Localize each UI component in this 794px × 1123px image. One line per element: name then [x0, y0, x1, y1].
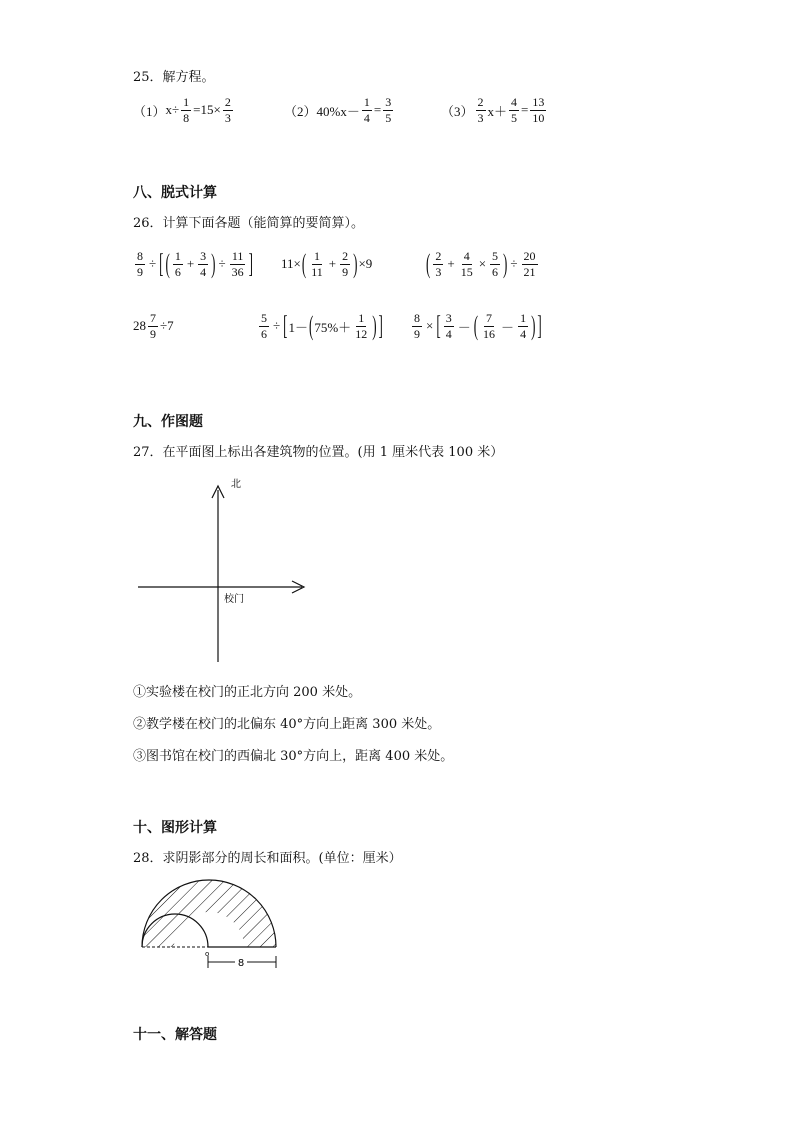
fraction: $\frac{1}{12}$	[355, 311, 368, 341]
paren: )	[531, 309, 536, 341]
eq-term: 1－	[288, 319, 308, 335]
q26-expression-3	[425, 247, 540, 279]
q27-item-3: ③图书馆在校门的西偏北 30°方向上，距离 400 米处。	[133, 749, 454, 764]
fraction: $\frac{1}{4}$	[520, 311, 527, 341]
eq-term: ÷7	[160, 318, 174, 334]
q26-title: 26．计算下面各题（能简算的要简算）。	[133, 216, 365, 231]
eq-label: （3）	[441, 103, 474, 119]
dimension-label: 8	[237, 958, 245, 969]
q26-expression-6	[410, 309, 543, 341]
q25-title: 25．解方程。	[133, 70, 215, 85]
fraction: $\frac{5}{6}$	[261, 311, 267, 341]
q26-expression-4	[133, 312, 174, 340]
fraction: $\frac{7}{9}$	[150, 311, 156, 341]
times-sign: ×	[478, 256, 487, 272]
eq-term: x＋	[487, 103, 508, 119]
eq-term: =	[373, 102, 382, 118]
fraction: $\frac{3}{4}$	[445, 311, 452, 341]
eq-term: 75%＋	[314, 319, 352, 335]
fraction: $\frac{4}{15}$	[460, 249, 473, 279]
origin-label: 校门	[224, 594, 244, 605]
fraction: $\frac{4}{5}$	[511, 95, 518, 125]
divide-sign: ÷	[273, 318, 281, 334]
north-label: 北	[231, 479, 241, 490]
fraction: $\frac{2}{3}$	[224, 95, 231, 125]
section-11-title: 十一、解答题	[133, 1027, 217, 1043]
q27-title: 27．在平面图上标出各建筑物的位置。(用 1 厘米代表 100 米）	[133, 445, 504, 460]
q26-expression-2	[281, 247, 373, 279]
fraction: $\frac{20}{21}$	[523, 249, 536, 279]
q25-equation-3	[441, 96, 548, 124]
q28-title: 28．求阴影部分的周长和面积。(单位：厘米）	[133, 851, 402, 866]
q26-expression-5	[257, 309, 384, 341]
fraction: $\frac{11}{36}$	[231, 249, 244, 279]
eq-term: 40%x－	[316, 103, 360, 119]
fraction: $\frac{7}{16}$	[483, 311, 496, 341]
eq-label: （1）	[133, 103, 166, 119]
section-9-title: 九、作图题	[133, 414, 203, 430]
eq-term: 11×	[281, 256, 301, 272]
paren: (	[426, 247, 431, 279]
section-8-title: 八、脱式计算	[133, 185, 217, 201]
section-10-title: 十、图形计算	[133, 820, 217, 836]
fraction: $\frac{1}{6}$	[174, 249, 181, 279]
fraction: $\frac{3}{5}$	[385, 95, 392, 125]
eq-term: x÷	[165, 102, 180, 118]
bracket: ]	[378, 309, 383, 341]
q27-item-1: ①实验楼在校门的正北方向 200 米处。	[133, 685, 362, 700]
center-mark: o	[205, 950, 210, 958]
times-sign: ×	[426, 318, 434, 334]
fraction: $\frac{8}{9}$	[414, 311, 420, 341]
coordinate-plane-diagram	[130, 470, 320, 670]
fraction: $\frac{1}{8}$	[183, 95, 190, 125]
shaded-region	[135, 868, 285, 958]
fraction: $\frac{8}{9}$	[137, 249, 143, 279]
eq-term: =	[521, 102, 529, 118]
whole-number: 28	[133, 318, 146, 334]
paren: )	[211, 247, 216, 279]
q25-equation-2	[284, 96, 395, 124]
q26-expression-1	[133, 247, 254, 279]
eq-label: （2）	[284, 103, 317, 119]
eq-term: =15×	[193, 102, 221, 118]
fraction: $\frac{3}{4}$	[200, 249, 207, 279]
bracket: [	[159, 247, 164, 279]
fraction: $\frac{2}{9}$	[342, 249, 349, 279]
q27-item-2: ②教学楼在校门的北偏东 40°方向上距离 300 米处。	[133, 717, 441, 732]
paren: (	[309, 309, 314, 341]
shaded-semicircle-figure	[135, 868, 285, 973]
divide-sign: ÷	[510, 256, 518, 272]
divide-sign: ÷	[149, 256, 157, 272]
bracket: ]	[537, 309, 542, 341]
bracket: [	[283, 309, 288, 341]
paren: (	[473, 309, 479, 341]
paren: (	[301, 247, 307, 279]
paren: )	[353, 247, 358, 279]
fraction: $\frac{2}{3}$	[477, 95, 484, 125]
bracket: ]	[248, 247, 253, 279]
fraction: $\frac{13}{10}$	[532, 95, 545, 125]
fraction: $\frac{1}{4}$	[363, 95, 370, 125]
fraction: $\frac{2}{3}$	[435, 249, 442, 279]
divide-sign: ÷	[218, 256, 226, 272]
paren: )	[503, 247, 508, 279]
minus-sign: －	[457, 319, 471, 335]
fraction: $\frac{5}{6}$	[492, 249, 499, 279]
paren: )	[372, 309, 377, 341]
eq-term: ×9	[358, 256, 373, 272]
fraction: $\frac{1}{11}$	[311, 249, 323, 279]
paren: (	[165, 247, 170, 279]
plus-sign: +	[447, 256, 455, 272]
q25-equation-1	[133, 96, 235, 124]
bracket: [	[436, 309, 441, 341]
minus-sign: －	[501, 319, 515, 335]
plus-sign: +	[186, 256, 195, 272]
plus-sign: +	[328, 256, 337, 272]
